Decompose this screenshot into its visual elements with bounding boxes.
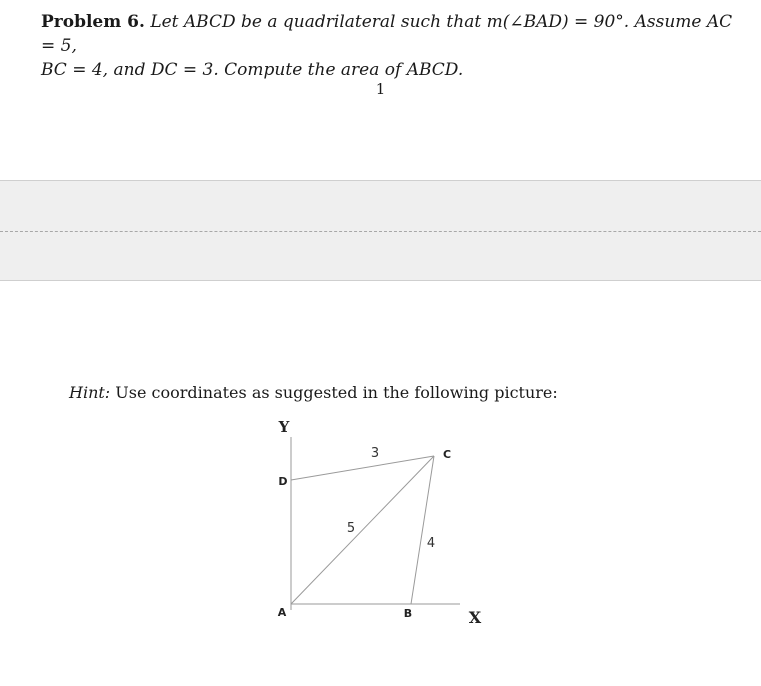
length-ac-label: 5 bbox=[346, 521, 356, 536]
segment-bc bbox=[411, 456, 434, 604]
length-bc-label: 4 bbox=[426, 536, 436, 551]
axis-x-label: X bbox=[468, 608, 482, 627]
problem-text-1: Let ABCD be a quadrilateral such that m(∠BAD) = 90°. Assume AC = 5, bbox=[41, 12, 733, 56]
point-d-label: D bbox=[278, 475, 288, 488]
hint-label: Hint: bbox=[69, 383, 111, 402]
axis-y-label: Y bbox=[278, 418, 290, 436]
page-number: 1 bbox=[375, 80, 386, 98]
segment-ac bbox=[291, 456, 434, 604]
point-a-label: A bbox=[277, 606, 287, 619]
point-c-label: C bbox=[442, 448, 452, 461]
hint-text: Use coordinates as suggested in the following picture: bbox=[115, 383, 558, 402]
problem-label: Problem 6. bbox=[41, 12, 145, 32]
segment-dc bbox=[291, 456, 434, 480]
problem-text-2: BC = 4, and DC = 3. Compute the area of ABCD. bbox=[41, 60, 464, 80]
point-b-label: B bbox=[403, 607, 413, 620]
length-dc-label: 3 bbox=[370, 446, 380, 461]
